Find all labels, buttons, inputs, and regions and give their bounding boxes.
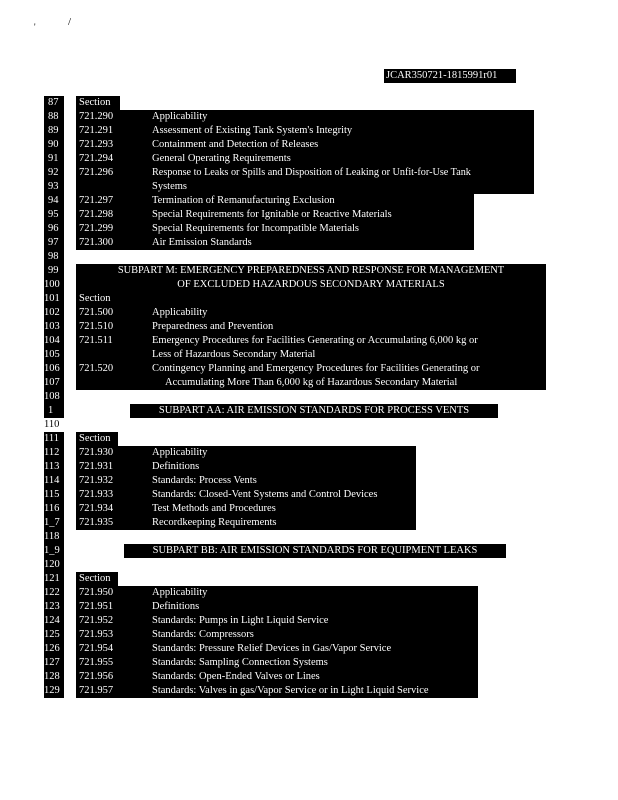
section-number: 721.950 (79, 587, 114, 598)
section-title: Recordkeeping Requirements (152, 517, 277, 528)
section-number: 721.298 (79, 209, 114, 220)
section-number: 721.293 (79, 139, 114, 150)
section-title: Test Methods and Procedures (152, 503, 276, 514)
section-number: 721.931 (79, 461, 114, 472)
line-number: 122 (44, 587, 60, 598)
section-number: 721.299 (79, 223, 114, 234)
scan-mark-slash: / (68, 16, 72, 28)
section-number: 721.955 (79, 657, 114, 668)
line-number: 118 (44, 531, 60, 542)
line-number: 1_7 (44, 517, 60, 528)
section-title: Standards: Pressure Relief Devices in Gas/Vapor Service (152, 643, 392, 654)
line-number: 121 (44, 573, 60, 584)
section-title: Termination of Remanufacturing Exclusion (152, 195, 335, 206)
section-title: Special Requirements for Incompatible Materials (152, 223, 360, 234)
section-header: Section (79, 573, 111, 584)
section-number: 721.934 (79, 503, 114, 514)
section-number: 721.296 (79, 167, 114, 178)
line-number: 98 (48, 251, 59, 262)
line-number: 123 (44, 601, 60, 612)
section-number: 721.956 (79, 671, 114, 682)
section-number: 721.953 (79, 629, 114, 640)
section-number: 721.933 (79, 489, 114, 500)
line-number: 108 (44, 391, 60, 402)
line-number: 126 (44, 643, 60, 654)
section-number: 721.510 (79, 321, 114, 332)
section-title: Standards: Closed-Vent Systems and Control Devices (152, 489, 378, 500)
subpart-heading: SUBPART M: EMERGENCY PREPAREDNESS AND RESPONSE FOR MANAGEMENT (117, 265, 505, 276)
line-number: 128 (44, 671, 60, 682)
section-number: 721.500 (79, 307, 114, 318)
section-title: Standards: Pumps in Light Liquid Service (152, 615, 329, 626)
line-number: 104 (44, 335, 60, 346)
line-number: 111 (44, 433, 59, 444)
line-number: 127 (44, 657, 60, 668)
line-number: 129 (44, 685, 60, 696)
line-number: 115 (44, 489, 60, 500)
line-number: 1_9 (44, 545, 60, 556)
section-number: 721.935 (79, 517, 114, 528)
section-title: Applicability (152, 447, 208, 458)
section-title: Definitions (152, 461, 200, 472)
line-number: 100 (44, 279, 60, 290)
scan-mark-dot: ' (34, 22, 36, 32)
section-number: 721.957 (79, 685, 114, 696)
section-title: Applicability (152, 111, 208, 122)
section-title: Contingency Planning and Emergency Procedures for Facilities Generating or (152, 363, 480, 374)
line-number: 112 (44, 447, 60, 458)
section-title: Response to Leaks or Spills and Disposition of Leaking or Unfit-for-Use Tank (152, 167, 471, 178)
line-number: 93 (48, 181, 59, 192)
section-number: 721.511 (79, 335, 113, 346)
section-title: General Operating Requirements (152, 153, 291, 164)
section-number: 721.300 (79, 237, 114, 248)
line-number: 107 (44, 377, 60, 388)
line-number: 95 (48, 209, 59, 220)
subpart-heading: SUBPART AA: AIR EMISSION STANDARDS FOR PROCESS VENTS (158, 405, 470, 416)
section-title: Accumulating More Than 6,000 kg of Hazardous Secondary Material (165, 377, 458, 388)
section-number: 721.294 (79, 153, 114, 164)
line-number: 105 (44, 349, 60, 360)
line-number: 90 (48, 139, 59, 150)
line-number: 1 (48, 405, 54, 416)
line-number: 106 (44, 363, 60, 374)
line-number: 102 (44, 307, 60, 318)
line-number: 94 (48, 195, 59, 206)
line-number: 91 (48, 153, 59, 164)
section-number: 721.297 (79, 195, 114, 206)
section-title: Containment and Detection of Releases (152, 139, 319, 150)
section-number: 721.932 (79, 475, 114, 486)
section-title: Preparedness and Prevention (152, 321, 274, 332)
section-number: 721.520 (79, 363, 114, 374)
section-title: Applicability (152, 587, 208, 598)
section-number: 721.951 (79, 601, 114, 612)
line-number: 88 (48, 111, 59, 122)
section-header: Section (79, 97, 111, 108)
line-number: 116 (44, 503, 60, 514)
line-number: 124 (44, 615, 60, 626)
section-number: 721.930 (79, 447, 114, 458)
section-title: Standards: Process Vents (152, 475, 257, 486)
doc-id: JCAR350721-1815991r01 (386, 70, 498, 81)
section-title: Assessment of Existing Tank System's Integrity (152, 125, 353, 136)
line-number: 97 (48, 237, 59, 248)
section-title: Definitions (152, 601, 200, 612)
section-title: Standards: Compressors (152, 629, 254, 640)
section-header: Section (79, 293, 111, 304)
highlight (76, 110, 534, 194)
section-title: Standards: Open-Ended Valves or Lines (152, 671, 320, 682)
line-number: 89 (48, 125, 59, 136)
subpart-heading: SUBPART BB: AIR EMISSION STANDARDS FOR EQUIPMENT LEAKS (152, 545, 478, 556)
line-number: 99 (48, 265, 59, 276)
section-header: Section (79, 433, 111, 444)
section-title: Emergency Procedures for Facilities Generating or Accumulating 6,000 kg or (152, 335, 478, 346)
section-title: Systems (152, 181, 188, 192)
section-title: Applicability (152, 307, 208, 318)
section-number: 721.954 (79, 643, 114, 654)
line-number: 114 (44, 475, 60, 486)
section-title: Standards: Sampling Connection Systems (152, 657, 328, 668)
section-title: Air Emission Standards (152, 237, 252, 248)
line-number: 125 (44, 629, 60, 640)
line-number: 113 (44, 461, 60, 472)
line-number: 120 (44, 559, 60, 570)
line-number: 92 (48, 167, 59, 178)
line-number: 110 (44, 419, 60, 430)
section-title: Special Requirements for Ignitable or Reactive Materials (152, 209, 392, 220)
section-number: 721.290 (79, 111, 114, 122)
section-title: Less of Hazardous Secondary Material (152, 349, 316, 360)
section-number: 721.952 (79, 615, 114, 626)
section-number: 721.291 (79, 125, 114, 136)
subpart-heading: OF EXCLUDED HAZARDOUS SECONDARY MATERIALS (177, 279, 445, 290)
section-title: Standards: Valves in gas/Vapor Service or in Light Liquid Service (152, 685, 429, 696)
line-number: 101 (44, 293, 60, 304)
line-number: 87 (48, 97, 59, 108)
line-number: 96 (48, 223, 59, 234)
line-number: 103 (44, 321, 60, 332)
